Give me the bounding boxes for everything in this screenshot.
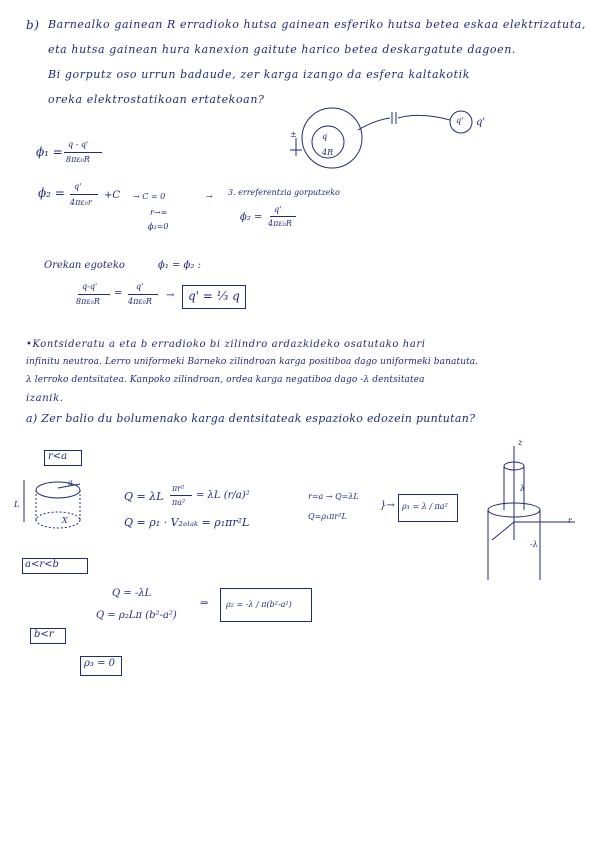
statement-line-3: Bi gorputz oso urrun badaude, zer karga izango da esfera kaltakotik [48,68,471,81]
eq3-eq: = [114,288,123,299]
cyl-neg-lambda-label: -λ [530,540,538,549]
sphere-small-label: q' [476,117,486,128]
region1-eq1-num: πr² [172,484,185,493]
eq1-den: 8πε₀R [66,155,90,164]
intro-line-1: •Kontsideratu a eta b erradioko bi zilindro ardazkideko osatutako hari [26,339,426,350]
cyl-small-a: a [68,478,73,487]
eq2-lhs: ϕ₂ = [38,186,65,200]
eq2-ref-note: 3. erreferentzia gorputzeko [228,188,340,197]
region1-label: r<a [48,451,68,462]
intro-line-3: λ lerroko dentsitatea. Kanpoko zilindroan, ordea karga negatiboa dago -λ dentsitatea [26,375,425,385]
cyl-z-label: z [518,438,523,447]
eq2-res-num: q' [274,205,282,214]
region1-eq1-mid: = λL (r/a)² [196,490,250,501]
eq2-plus-c: +C [104,190,121,201]
part-b-label: b) [26,18,40,32]
statement-line-2: eta hutsa gainean hura kanexion gaitute harico betea deskargatute dagoen. [48,43,516,56]
eq1-num: q - q' [68,140,89,149]
region2-arrow: ⇒ [200,598,209,609]
region1-eq2: Q = ρ₁ · V₂ₑₗₐₖ = ρ₁πr²L [124,516,250,529]
region3-result: ρ₃ = 0 [84,658,115,669]
eq2-res-lhs: ϕ₂ = [240,212,263,223]
eq1-lhs: ϕ₁ = [36,145,63,159]
eq3-arrow: → [166,290,175,301]
oreka-cond: ϕ₁ = ϕ₂ : [158,260,201,271]
region2-result: ρ₂ = -λ / π(b²-a²) [226,600,292,609]
question-a: a) Zer balio du bolumenako karga dentsitateak espazioko edozein puntutan? [26,412,476,425]
region3-label: b<r [34,629,54,640]
cyl-lambda-label: λ [520,484,526,493]
region2-eq1: Q = -λL [112,588,152,599]
region1-result: ρ₁ = λ / πa² [402,502,448,511]
cyl-small-x: X [62,516,68,525]
statement-line-1: Barnealko gainean R erradioko hutsa gainean esferiko hutsa betea eskaa elektrizatuta, [48,18,586,31]
region1-sys2: Q=ρ₁πr²L [308,512,347,521]
region1-eq1-den: πa² [172,498,186,507]
eq2-res-den: 4πε₀R [268,219,292,228]
region1-arrow: }→ [380,500,395,511]
eq2-arrow2: → [206,192,213,201]
region2-eq2: Q = ρ₂Lπ (b²-a²) [96,610,177,621]
sphere-inner-r: 4R [322,148,334,157]
eq2-den: 4πε₀r [70,198,92,207]
eq3-den2: 4πε₀R [128,297,152,306]
cyl-r-label: r [568,516,572,525]
region1-eq1-lhs: Q = λL [124,490,164,503]
eq2-arrow-c: → C = 0 [133,192,166,201]
sphere-small-q: q' [456,116,464,125]
eq3-den1: 8πε₀R [76,297,100,306]
eq2-cond-b: ϕ₂=0 [148,222,169,231]
eq3-num2: q' [136,282,144,291]
eq2-cond-a: r→∞ [150,208,168,217]
oreka-text: Orekan egoteko [44,260,125,271]
region1-sys1: r=a → Q=λL [308,492,359,501]
cyl-small-L: L [14,500,20,509]
sphere-inner-q: q [322,132,328,141]
eq2-num: q' [74,182,82,191]
eq3-num1: q-q' [82,282,98,291]
intro-line-2: infinitu neutroa. Lerro uniformeki Barneko zilindroan karga positiboa dago uniformeki banatuta. [26,357,479,367]
eq3-result: q' = ⅓ q [188,289,240,303]
statement-line-4: oreka elektrostatikoan ertatekoan? [48,93,265,106]
intro-line-4: izanik. [26,393,64,404]
region2-label: a<r<b [25,559,59,570]
sphere-left-mark: ± [290,130,297,139]
